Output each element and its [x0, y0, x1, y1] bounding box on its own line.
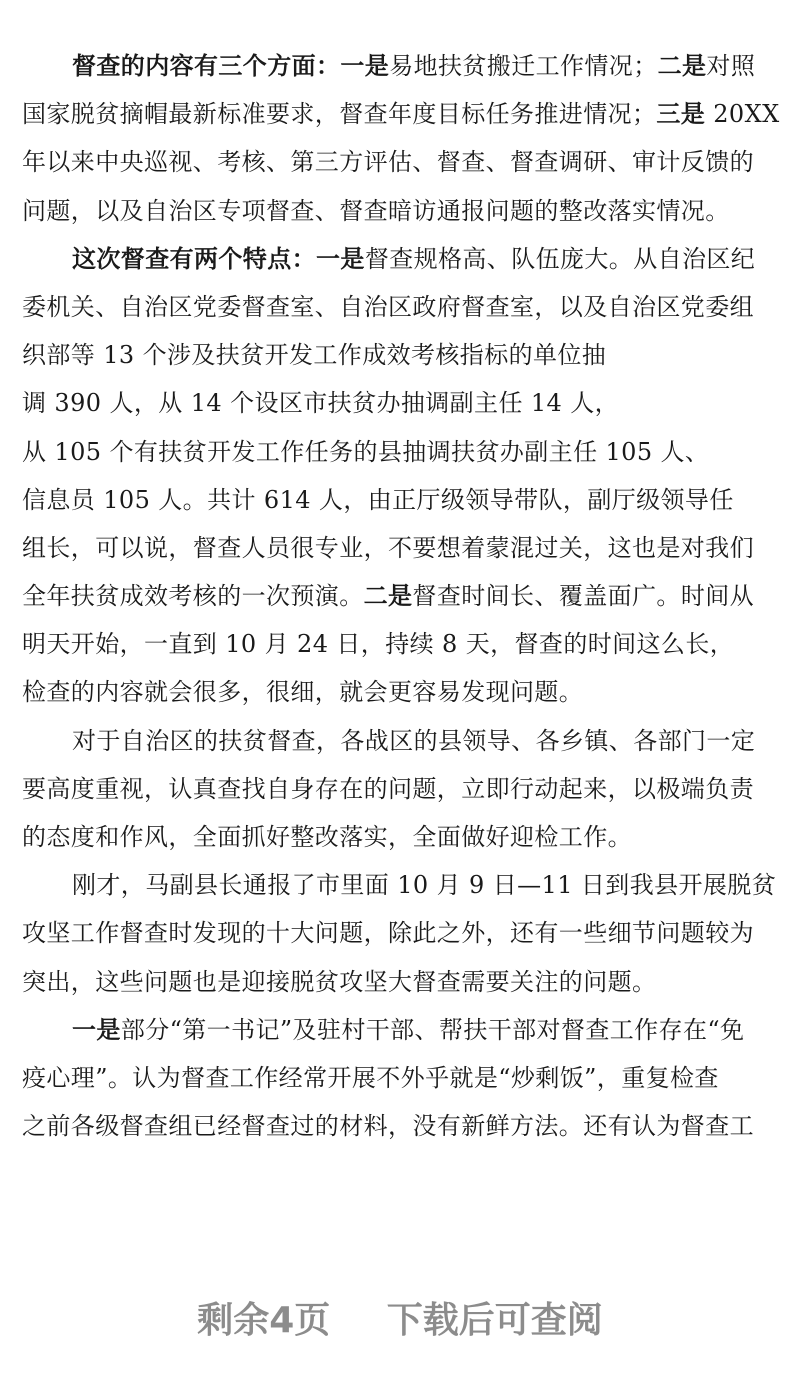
- text-segment: 疫心理”。认为督查工作经常开展不外乎就是“炒剩饭”，重复检查: [22, 1063, 719, 1092]
- document-body: [22, 42, 780, 1150]
- text-line: [22, 717, 780, 765]
- bold-text-segment: 一是: [72, 1014, 121, 1044]
- text-line: [22, 524, 780, 572]
- text-segment: 对于自治区的扶贫督查，各战区的县领导、各乡镇、各部门一定: [72, 726, 756, 755]
- text-segment: 从 105 个有扶贫开发工作任务的县抽调扶贫办副主任 105 人、: [22, 437, 710, 466]
- text-segment: 要高度重视，认真查找自身存在的问题，立即行动起来，以极端负责: [22, 774, 754, 803]
- text-line: [22, 283, 780, 331]
- text-line: [22, 958, 780, 1006]
- download-to-view-label: 下载后可查阅: [386, 1300, 603, 1341]
- text-line: [22, 138, 780, 186]
- text-segment: 织部等 13 个涉及扶贫开发工作成效考核指标的单位抽: [22, 341, 607, 370]
- text-line: [22, 1006, 780, 1054]
- text-segment: 年以来中央巡视、考核、第三方评估、督查、督查调研、审计反馈的: [22, 148, 754, 177]
- remaining-pages-label: 剩余4页: [197, 1300, 331, 1341]
- text-line: [22, 572, 780, 620]
- text-segment: 全年扶贫成效考核的一次预演。: [22, 582, 364, 611]
- text-segment: 调 390 人，从 14 个设区市扶贫办抽调副主任 14 人，: [22, 389, 620, 418]
- text-segment: 部分“第一书记”及驻村干部、帮扶干部对督查工作存在“免: [120, 1015, 745, 1044]
- text-segment: 督查时间长、覆盖面广。时间从: [412, 582, 755, 611]
- text-segment: 检查的内容就会很多，很细，就会更容易发现问题。: [22, 678, 584, 707]
- text-segment: 委机关、自治区党委督查室、自治区政府督查室，以及自治区党委组: [22, 292, 754, 321]
- text-segment: 突出，这些问题也是迎接脱贫攻坚大督查需要关注的问题。: [22, 967, 657, 996]
- bold-text-segment: 二是: [363, 581, 413, 611]
- text-line: [22, 331, 780, 379]
- text-line: [22, 187, 780, 235]
- text-line: [22, 909, 780, 957]
- text-segment: 刚才，马副县长通报了市里面 10 月 9 日—11 日到我县开展脱贫: [72, 871, 777, 900]
- bold-text-segment: 二是: [657, 51, 707, 80]
- text-line: [22, 428, 780, 476]
- text-segment: 易地扶贫搬迁工作情况；: [389, 52, 658, 80]
- text-line: [22, 1102, 780, 1150]
- text-line: [22, 42, 780, 90]
- text-line: [22, 620, 780, 668]
- text-line: [22, 90, 780, 138]
- text-segment: 督查规格高、队伍庞大。从自治区纪: [364, 244, 756, 273]
- text-line: [22, 861, 780, 909]
- text-line: [22, 1054, 780, 1102]
- text-segment: 明天开始，一直到 10 月 24 日，持续 8 天，督查的时间这么长，: [22, 630, 735, 659]
- text-segment: 国家脱贫摘帽最新标准要求，督查年度目标任务推进情况；: [22, 100, 657, 129]
- bold-text-segment: 三是: [656, 99, 706, 129]
- download-prompt[interactable]: [0, 1292, 800, 1343]
- bold-text-segment: 督查的内容有三个方面：一是: [72, 51, 390, 80]
- text-segment: 问题，以及自治区专项督查、督查暗访通报问题的整改落实情况。: [22, 196, 730, 225]
- text-line: [22, 668, 780, 716]
- text-segment: 攻坚工作督查时发现的十大问题，除此之外，还有一些细节问题较为: [22, 919, 754, 948]
- text-line: [22, 765, 780, 813]
- text-line: [22, 476, 780, 524]
- text-segment: 之前各级督查组已经督查过的材料，没有新鲜方法。还有认为督查工: [22, 1112, 754, 1141]
- text-segment: 组长，可以说，督查人员很专业，不要想着蒙混过关，这也是对我们: [22, 533, 754, 562]
- bold-text-segment: 这次督查有两个特点：一是: [72, 243, 365, 273]
- text-line: [22, 235, 780, 283]
- text-segment: 对照: [706, 52, 756, 80]
- text-segment: 信息员 105 人。共计 614 人，由正厅级领导带队，副厅级领导任: [22, 485, 734, 514]
- text-line: [22, 813, 780, 861]
- text-line: [22, 379, 780, 427]
- text-segment: 的态度和作风，全面抓好整改落实，全面做好迎检工作。: [22, 823, 632, 851]
- text-segment: 20XX: [705, 100, 780, 129]
